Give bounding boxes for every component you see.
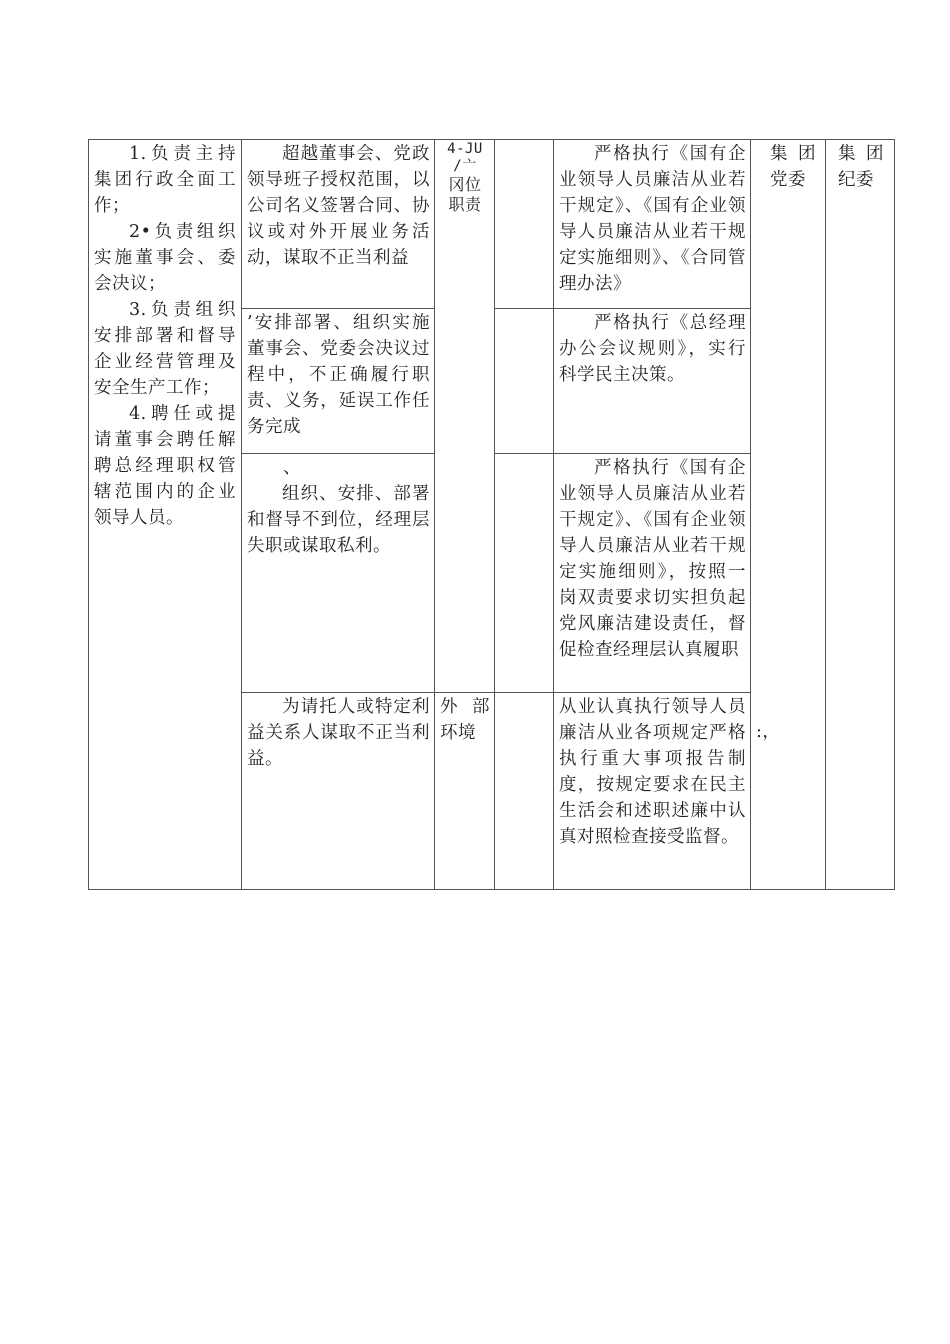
risk-cell-4 bbox=[247, 694, 430, 887]
col-divider-2 bbox=[434, 139, 435, 890]
measure-cell-1 bbox=[559, 141, 746, 307]
category-garbled-3: 冈位 bbox=[448, 175, 482, 194]
measure-text-2: 严格执行《总经理办公会议规则》，实行科学民主决策。 bbox=[559, 313, 746, 385]
supervisor-cell-discipline bbox=[838, 141, 884, 201]
risk-text-2: ’安排部署、组织实施董事会、党委会决议过程中，不正确履行职责、义务，延误工作任务完成 bbox=[247, 313, 430, 437]
risk-mark-3: 、 bbox=[283, 458, 301, 478]
measure-cell-2 bbox=[559, 310, 746, 452]
risk-cell-1 bbox=[247, 141, 430, 307]
table-left-border bbox=[88, 139, 89, 890]
duties-cell bbox=[94, 141, 236, 886]
table-bottom-border bbox=[88, 889, 895, 890]
duty-item-3: 3.负责组织安排部署和督导企业经营管理及安全生产工作； bbox=[94, 300, 236, 398]
table-top-border bbox=[88, 139, 895, 140]
row-divider-2-left bbox=[241, 453, 434, 454]
col-divider-5 bbox=[750, 139, 751, 890]
measure-text-1: 严格执行《国有企业领导人员廉洁从业若干规定》、《国有企业领导人员廉洁从业若干规定实施细则》、《合同管理办法》 bbox=[559, 144, 746, 294]
risk-cell-2 bbox=[247, 310, 430, 452]
duty-item-4: 4.聘任或提请董事会聘任解聘总经理职权管辖范围内的企业领导人员。 bbox=[94, 404, 236, 528]
supervisor-cell-party bbox=[770, 141, 816, 201]
row-divider-3 bbox=[241, 692, 750, 693]
supervisor-discipline-committee: 集团纪委 bbox=[838, 144, 884, 190]
category-garbled-2: /亠 bbox=[453, 158, 477, 174]
measure-cell-4 bbox=[559, 694, 746, 887]
category-cell-4 bbox=[440, 694, 490, 774]
col-divider-6 bbox=[825, 139, 826, 890]
supervisor-party-committee: 集团党委 bbox=[770, 144, 816, 190]
supervisor-cell-extra bbox=[756, 719, 796, 749]
risk-text-1: 超越董事会、党政领导班子授权范围，以公司名义签署合同、协议或对外开展业务活动，谋取不正当利益 bbox=[247, 144, 430, 268]
measure-text-3: 严格执行《国有企业领导人员廉洁从业若干规定》、《国有企业领导人员廉洁从业若干规定实施细则》，按照一岗双责要求切实担负起党风廉洁建设责任，督促检查经理层认真履职 bbox=[559, 458, 746, 660]
risk-cell-3 bbox=[247, 455, 430, 691]
table-right-border bbox=[894, 139, 895, 890]
row-divider-1-left bbox=[241, 308, 434, 309]
category-cell-1 bbox=[438, 141, 492, 241]
category-label-1: 职责 bbox=[448, 195, 482, 214]
row-divider-1-right bbox=[494, 308, 750, 309]
row-divider-2-right bbox=[494, 453, 750, 454]
col-divider-1 bbox=[241, 139, 242, 890]
measure-text-4: 从业认真执行领导人员廉洁从业各项规定严格执行重大事项报告制度，按规定要求在民主生活会和述职述廉中认真对照检查接受监督。 bbox=[559, 697, 746, 847]
risk-text-3: 组织、安排、部署和督导不到位，经理层失职或谋取私利。 bbox=[247, 484, 430, 556]
supervisor-mark: :， bbox=[756, 722, 781, 742]
category-garbled-1: 4-JU bbox=[447, 141, 483, 157]
measure-cell-3 bbox=[559, 455, 746, 691]
duty-item-1: 1.负责主持集团行政全面工作； bbox=[94, 144, 236, 216]
col-divider-4 bbox=[553, 139, 554, 890]
category-label-4: 外部环境 bbox=[440, 697, 490, 743]
risk-text-4: 为请托人或特定利益关系人谋取不正当利益。 bbox=[247, 697, 430, 769]
duty-item-2: 2•负责组织实施董事会、委会决议； bbox=[94, 222, 236, 294]
col-divider-3 bbox=[494, 139, 495, 890]
